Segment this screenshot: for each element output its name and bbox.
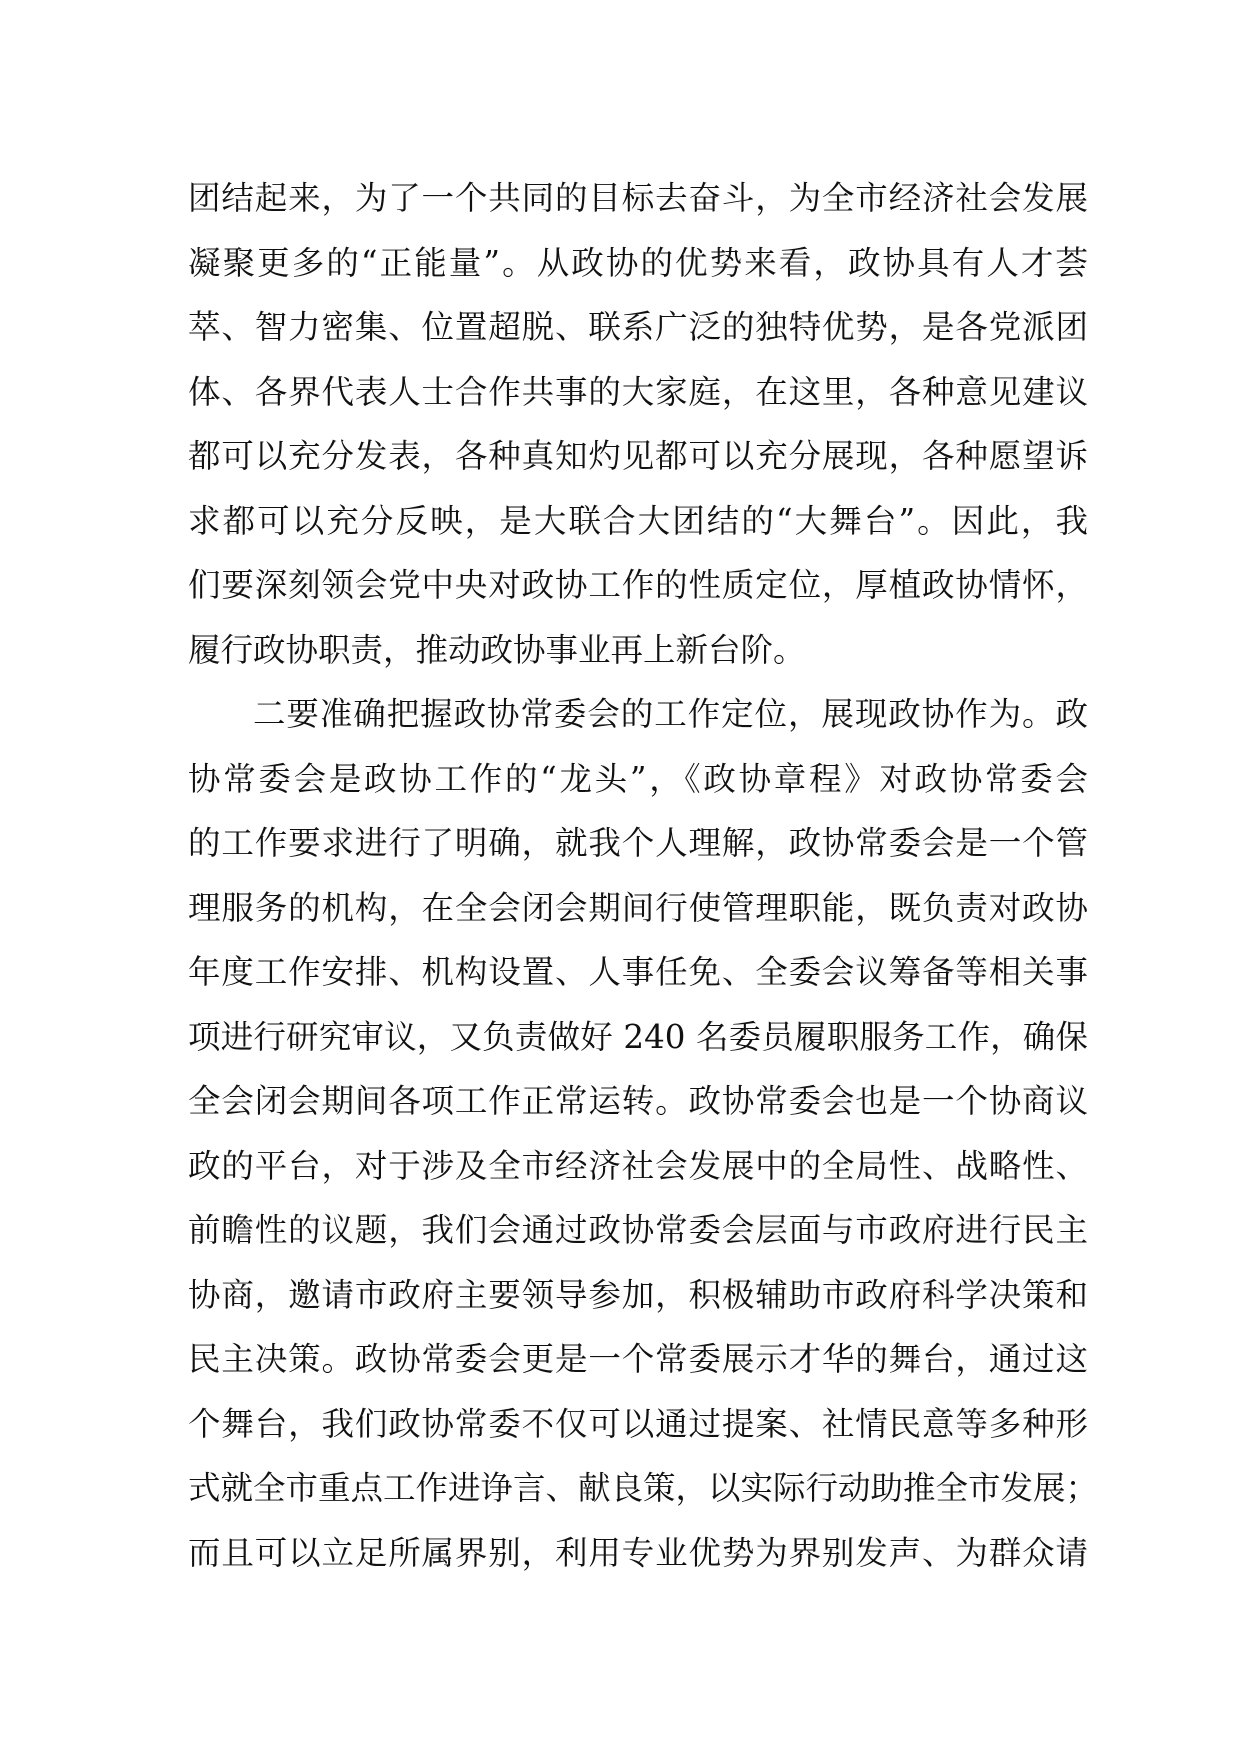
- text-line: 政的平台，对于涉及全市经济社会发展中的全局性、战略性、: [188, 1146, 1088, 1185]
- paragraph-end-line: 履行政协职责，推动政协事业再上新台阶。: [188, 630, 806, 669]
- body-text: [188, 166, 1099, 1585]
- text-line: 而且可以立足所属界别，利用专业优势为界别发声、为群众请: [188, 1533, 1088, 1572]
- text-line: 理服务的机构，在全会闭会期间行使管理职能，既负责对政协: [188, 888, 1088, 927]
- text-line: 都可以充分发表，各种真知灼见都可以充分展现，各种愿望诉: [188, 437, 1088, 475]
- text-line: 求都可以充分反映，是大联合大团结的“大舞台”。因此，我: [188, 501, 1088, 540]
- paragraph-start-line: 二要准确把握政协常委会的工作定位，展现政协作为。政: [253, 695, 1088, 733]
- text-line: 式就全市重点工作进诤言、献良策，以实际行动助推全市发展；: [188, 1469, 1099, 1507]
- text-line: 们要深刻领会党中央对政协工作的性质定位，厚植政协情怀，: [188, 566, 1088, 604]
- text-line: 的工作要求进行了明确，就我个人理解，政协常委会是一个管: [188, 824, 1088, 862]
- text-line: 民主决策。政协常委会更是一个常委展示才华的舞台，通过这: [188, 1340, 1088, 1378]
- text-line: 凝聚更多的“正能量”。从政协的优势来看，政协具有人才荟: [188, 243, 1088, 282]
- text-line: 协商，邀请市政府主要领导参加，积极辅助市政府科学决策和: [188, 1275, 1088, 1314]
- text-line: 萃、智力密集、位置超脱、联系广泛的独特优势，是各党派团: [188, 308, 1088, 346]
- text-line: 团结起来，为了一个共同的目标去奋斗，为全市经济社会发展: [188, 179, 1088, 217]
- text-line: 年度工作安排、机构设置、人事任免、全委会议筹备等相关事: [188, 953, 1088, 991]
- text-line: 协常委会是政协工作的“龙头”，《政协章程》对政协常委会: [188, 759, 1088, 798]
- text-line: 个舞台，我们政协常委不仅可以通过提案、社情民意等多种形: [188, 1404, 1088, 1443]
- text-line: 全会闭会期间各项工作正常运转。政协常委会也是一个协商议: [188, 1082, 1088, 1120]
- text-line: 项进行研究审议，又负责做好 240 名委员履职服务工作，确保: [188, 1017, 1088, 1056]
- text-line: 前瞻性的议题，我们会通过政协常委会层面与市政府进行民主: [188, 1211, 1088, 1249]
- text-line: 体、各界代表人士合作共事的大家庭，在这里，各种意见建议: [188, 372, 1088, 411]
